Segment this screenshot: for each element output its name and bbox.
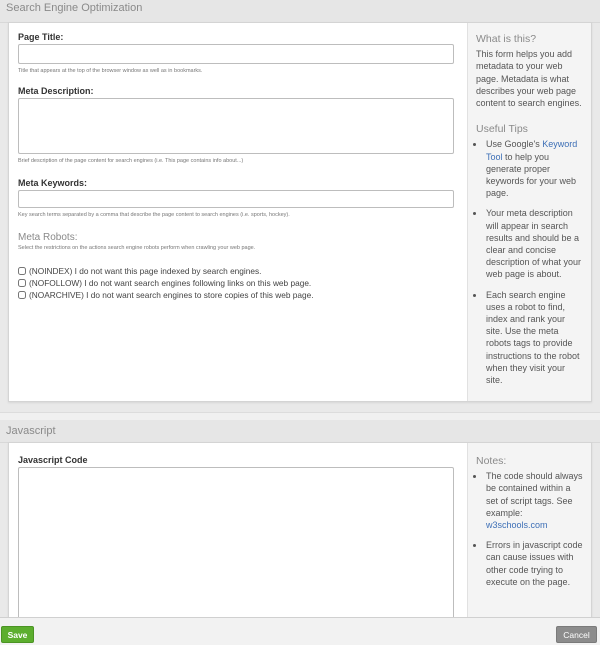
meta-keywords-label: Meta Keywords:	[18, 178, 88, 188]
keyword-tool-link[interactable]: Keyword Tool	[486, 139, 578, 162]
noarchive-label: (NOARCHIVE) I do not want search engines to store copies of this web page.	[29, 289, 314, 300]
page-title-input[interactable]	[18, 44, 454, 64]
page-title-hint: Title that appears at the top of the browser window as well as in bookmarks.	[18, 68, 203, 74]
meta-robots-hint: Select the restrictions on the actions search engine robots perform when crawling your web page.	[18, 245, 256, 251]
tip-meta-robots: • Each search engine uses a robot to find, index and rank your site. Use the meta robots tags to provide instructions to the robot when they visit your site.	[485, 289, 583, 387]
meta-robots-title: Meta Robots:	[18, 232, 78, 243]
page-title-label: Page Title:	[18, 32, 64, 42]
javascript-panel-header: Javascript	[0, 420, 600, 443]
noindex-label: (NOINDEX) I do not want this page indexed by search engines.	[29, 265, 262, 276]
useful-tips-list	[476, 138, 583, 386]
seo-panel-header: Search Engine Optimization	[0, 0, 600, 23]
footer-bar	[0, 617, 600, 645]
noarchive-checkbox[interactable]	[18, 291, 26, 299]
useful-tips-title: Useful Tips	[476, 123, 528, 136]
javascript-panel-body	[8, 442, 592, 618]
noindex-checkbox[interactable]	[18, 267, 26, 275]
javascript-form	[9, 443, 467, 618]
w3schools-link[interactable]: w3schools.com	[486, 520, 548, 531]
javascript-code-label: Javascript Code	[18, 455, 88, 465]
note-errors: • Errors in javascript code can cause issues with other code trying to execute on the page.	[485, 539, 583, 588]
nofollow-checkbox[interactable]	[18, 279, 26, 287]
nofollow-option[interactable]	[18, 277, 311, 288]
meta-description-hint: Brief description of the page content for search engines (i.e. This page contains info about...)	[18, 158, 244, 164]
noindex-option[interactable]	[18, 265, 261, 276]
noarchive-option[interactable]	[18, 289, 314, 300]
tip-keyword-tool: • Use Google's Keyword Tool to help you generate proper keywords for your web page.	[485, 138, 583, 199]
cancel-button[interactable]: Cancel	[556, 626, 597, 643]
javascript-help-sidebar	[467, 443, 591, 618]
javascript-code-input[interactable]	[18, 467, 454, 622]
javascript-panel	[0, 420, 600, 617]
notes-title: Notes:	[476, 455, 507, 467]
save-button[interactable]: Save	[1, 626, 34, 643]
seo-help-sidebar	[467, 23, 591, 401]
meta-description-input[interactable]	[18, 98, 454, 154]
seo-form	[9, 23, 467, 401]
tip-meta-description: • Your meta description will appear in search results and should be a clear and concise description of what your web page is about.	[485, 207, 583, 280]
meta-description-label: Meta Description:	[18, 86, 94, 96]
what-is-this-title: What is this?	[476, 33, 537, 45]
what-is-this-text: This form helps you add metadata to your web page. Metadata is what describes your web page content to search engines.	[476, 49, 582, 109]
note-script-tags: • The code should always be contained within a set of script tags. See example: w3schools.com	[485, 470, 583, 531]
notes-list	[476, 470, 583, 588]
nofollow-label: (NOFOLLOW) I do not want search engines following links on this web page.	[29, 277, 312, 288]
seo-panel-body	[8, 22, 592, 402]
meta-keywords-hint: Key search terms separated by a comma that describe the page content to search engines (i.e. sports, hockey).	[18, 212, 290, 218]
meta-keywords-input[interactable]	[18, 190, 454, 208]
